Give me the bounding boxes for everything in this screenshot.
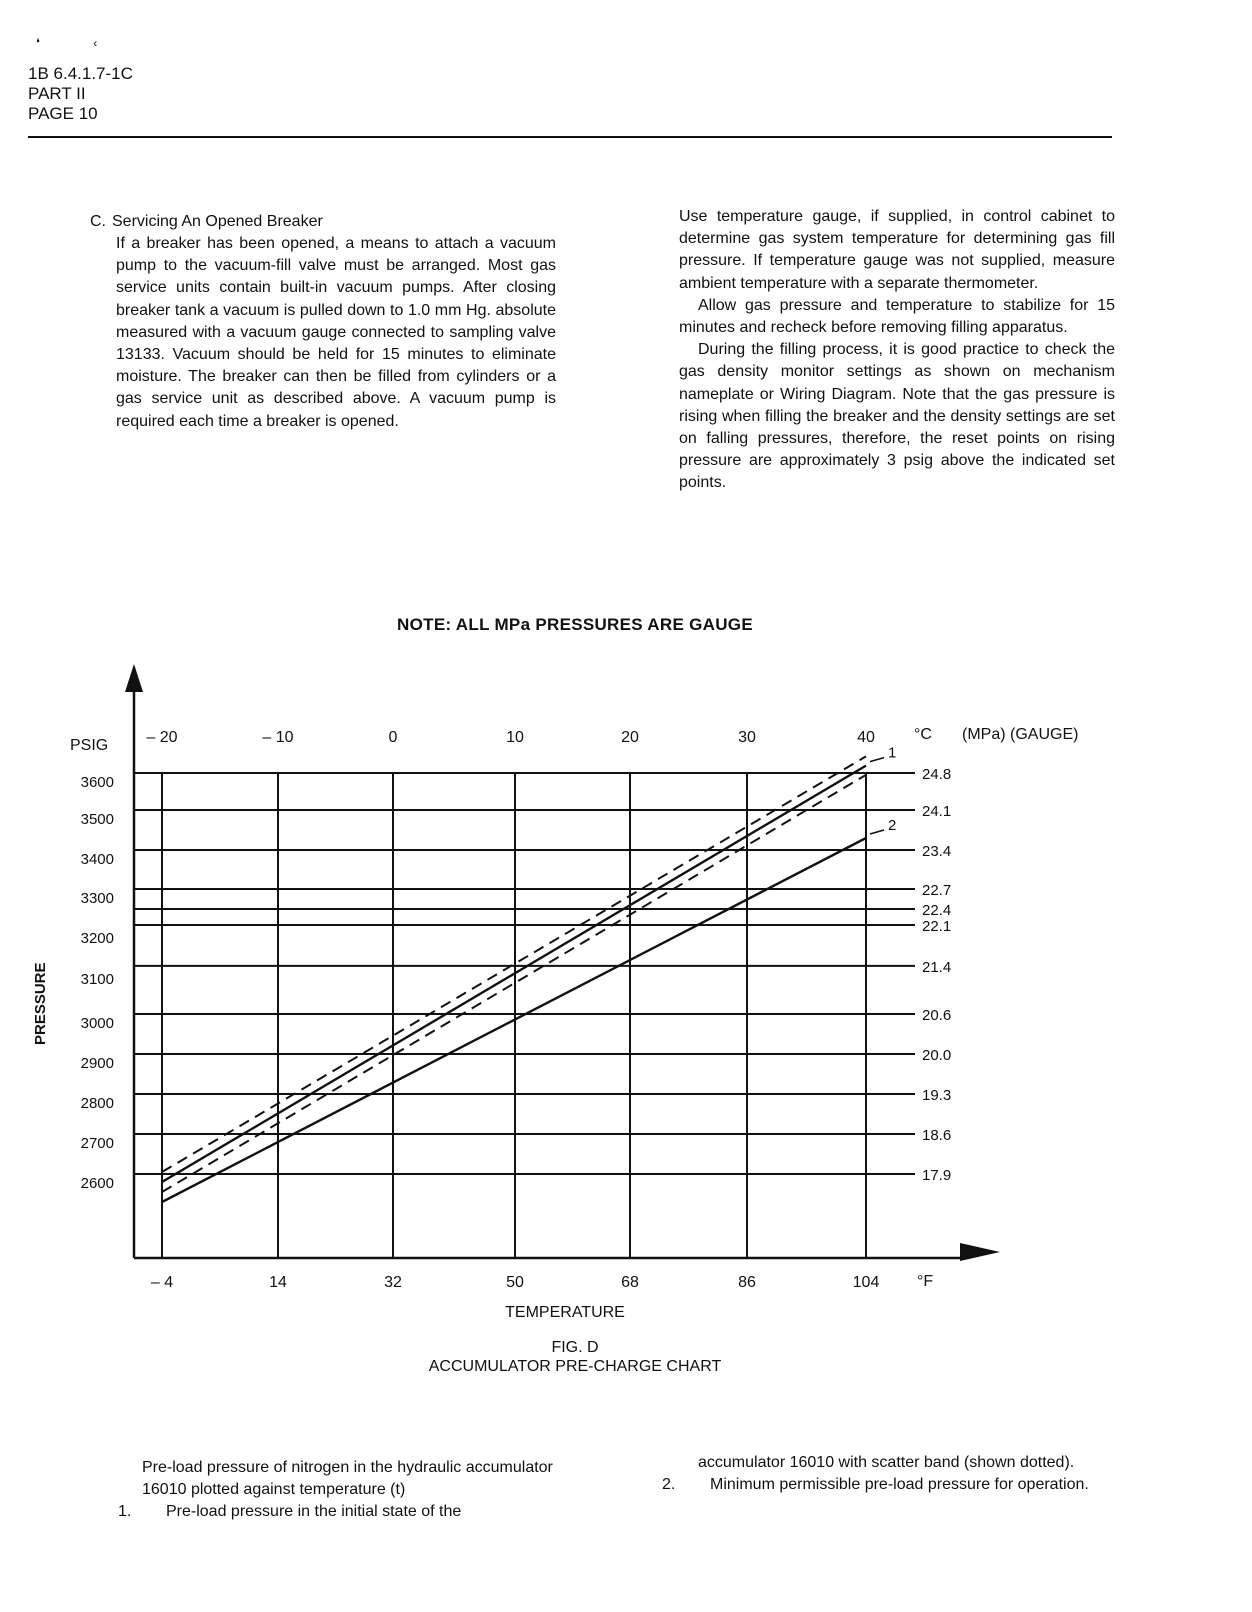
item-text: Minimum permissible pre-load pressure for operation. [710, 1476, 1089, 1493]
celsius-tick-label: – 10 [262, 729, 294, 746]
doc-header [28, 64, 133, 124]
mpa-label: 24.8 [922, 766, 952, 783]
x-unit-label: °F [917, 1273, 934, 1290]
y-axis-title: PRESSURE [32, 962, 49, 1045]
psig-tick-label: 2800 [80, 1095, 114, 1112]
psig-tick-label: 3600 [80, 774, 114, 791]
margin-mark: ❛ [36, 36, 40, 50]
psig-tick-label: 2900 [80, 1055, 114, 1072]
fahrenheit-tick-label: 86 [738, 1274, 756, 1291]
fahrenheit-tick-label: 104 [852, 1274, 880, 1291]
fahrenheit-tick-label: 50 [506, 1274, 524, 1291]
celsius-tick-label: – 20 [146, 729, 178, 746]
doc-number: 1B 6.4.1.7-1C [28, 64, 133, 83]
x-axis-arrow [960, 1243, 1000, 1261]
item-text: Pre-load pressure in the initial state of the [166, 1503, 462, 1520]
section-title: Servicing An Opened Breaker [112, 213, 323, 230]
mpa-label: 20.0 [922, 1047, 952, 1064]
legend-left [118, 1457, 572, 1523]
right-column [679, 206, 1115, 495]
psig-tick-label: 2700 [80, 1135, 114, 1152]
mpa-label: 17.9 [922, 1167, 952, 1184]
paragraph: During the filling process, it is good practice to check the gas density monitor settings as shown on mechanism nameplate or Wiring Diagram. Note that the gas pressure is rising when filling the breaker and the density settings are set on falling pressures, therefore, the reset points on rising pressure are approximately 3 psig above the indicated set points. [679, 341, 1115, 492]
mpa-label: 22.4 [922, 902, 952, 919]
celsius-tick-label: 10 [506, 729, 524, 746]
margin-mark: ‹ [93, 36, 98, 50]
top-unit-label: °C [914, 726, 932, 743]
mpa-label: 24.1 [922, 803, 952, 820]
psig-tick-label: 2600 [80, 1175, 114, 1192]
figure-number: FIG. D [551, 1339, 599, 1356]
psig-tick-label: 3000 [80, 1015, 114, 1032]
legend-item-1 [118, 1501, 572, 1523]
mpa-label: 22.1 [922, 918, 952, 935]
section-letter: C. [90, 213, 106, 230]
x-axis-title: TEMPERATURE [505, 1304, 625, 1321]
mpa-label: 23.4 [922, 843, 952, 860]
page-label: PAGE 10 [28, 104, 98, 123]
curve-label: 1 [888, 744, 897, 762]
mpa-label: 21.4 [922, 958, 952, 976]
left-body: If a breaker has been opened, a means to attach a vacuum pump to the vacuum-fill valve must be arranged. Most gas service units contain built-in vacuum pumps. After closing breaker tank a vacuum is pulled down to 1.0 mm Hg. absolute measured with a vacuum gauge connected to sampling valve 13133. Vacuum should be held for 15 minutes to eliminate moisture. The breaker can then be filled from cylinders or a gas service unit as described above. A vacuum pump is required each time a breaker is opened. [116, 235, 556, 430]
header-rule [28, 136, 1112, 138]
legend-item-2 [662, 1474, 1126, 1496]
psig-tick-label: 3200 [80, 930, 114, 947]
legend-right [662, 1452, 1126, 1496]
y-axis-arrow [125, 664, 143, 692]
fahrenheit-tick-label: 68 [621, 1274, 639, 1291]
fahrenheit-tick-label: 14 [269, 1274, 287, 1291]
y-unit-label: PSIG [70, 737, 109, 754]
chart-note: NOTE: ALL MPa PRESSURES ARE GAUGE [397, 615, 753, 634]
top-marks [36, 36, 97, 50]
psig-tick-label: 3300 [80, 890, 114, 907]
fahrenheit-tick-label: – 4 [150, 1274, 174, 1291]
right-unit-label: (MPa) (GAUGE) [962, 726, 1079, 743]
mpa-label: 19.3 [922, 1087, 952, 1104]
item-number: 1. [118, 1503, 132, 1520]
mpa-label: 20.6 [922, 1007, 952, 1024]
legend-item-1-cont: accumulator 16010 with scatter band (shown dotted). [698, 1454, 1075, 1471]
section-heading [90, 211, 323, 233]
psig-tick-label: 3400 [80, 851, 114, 868]
item-number: 2. [662, 1476, 676, 1493]
celsius-tick-label: 30 [738, 729, 756, 746]
paragraph: Use temperature gauge, if supplied, in control cabinet to determine gas system temperature for determining gas fill pressure. If temperature gauge was not supplied, measure ambient temperature with a separate thermometer. [679, 208, 1115, 292]
mpa-label: 22.7 [922, 882, 952, 899]
celsius-tick-label: 20 [621, 729, 639, 746]
curve-label-leader [870, 758, 884, 762]
part-label: PART II [28, 84, 86, 103]
fahrenheit-tick-label: 32 [384, 1274, 402, 1291]
psig-tick-label: 3500 [80, 811, 114, 828]
paragraph: Allow gas pressure and temperature to stabilize for 15 minutes and recheck before removing filling apparatus. [679, 296, 1115, 337]
celsius-tick-label: 0 [388, 729, 398, 746]
figure-title: ACCUMULATOR PRE-CHARGE CHART [428, 1358, 722, 1375]
celsius-tick-label: 40 [857, 729, 875, 746]
accumulator-chart [0, 650, 1252, 1330]
legend-intro: Pre-load pressure of nitrogen in the hydraulic accumulator 16010 plotted against temperature (t) [142, 1459, 553, 1498]
curve-label: 2 [888, 817, 897, 834]
mpa-label: 18.6 [922, 1127, 952, 1144]
psig-tick-label: 3100 [80, 971, 114, 988]
curve-label-leader [870, 830, 884, 834]
